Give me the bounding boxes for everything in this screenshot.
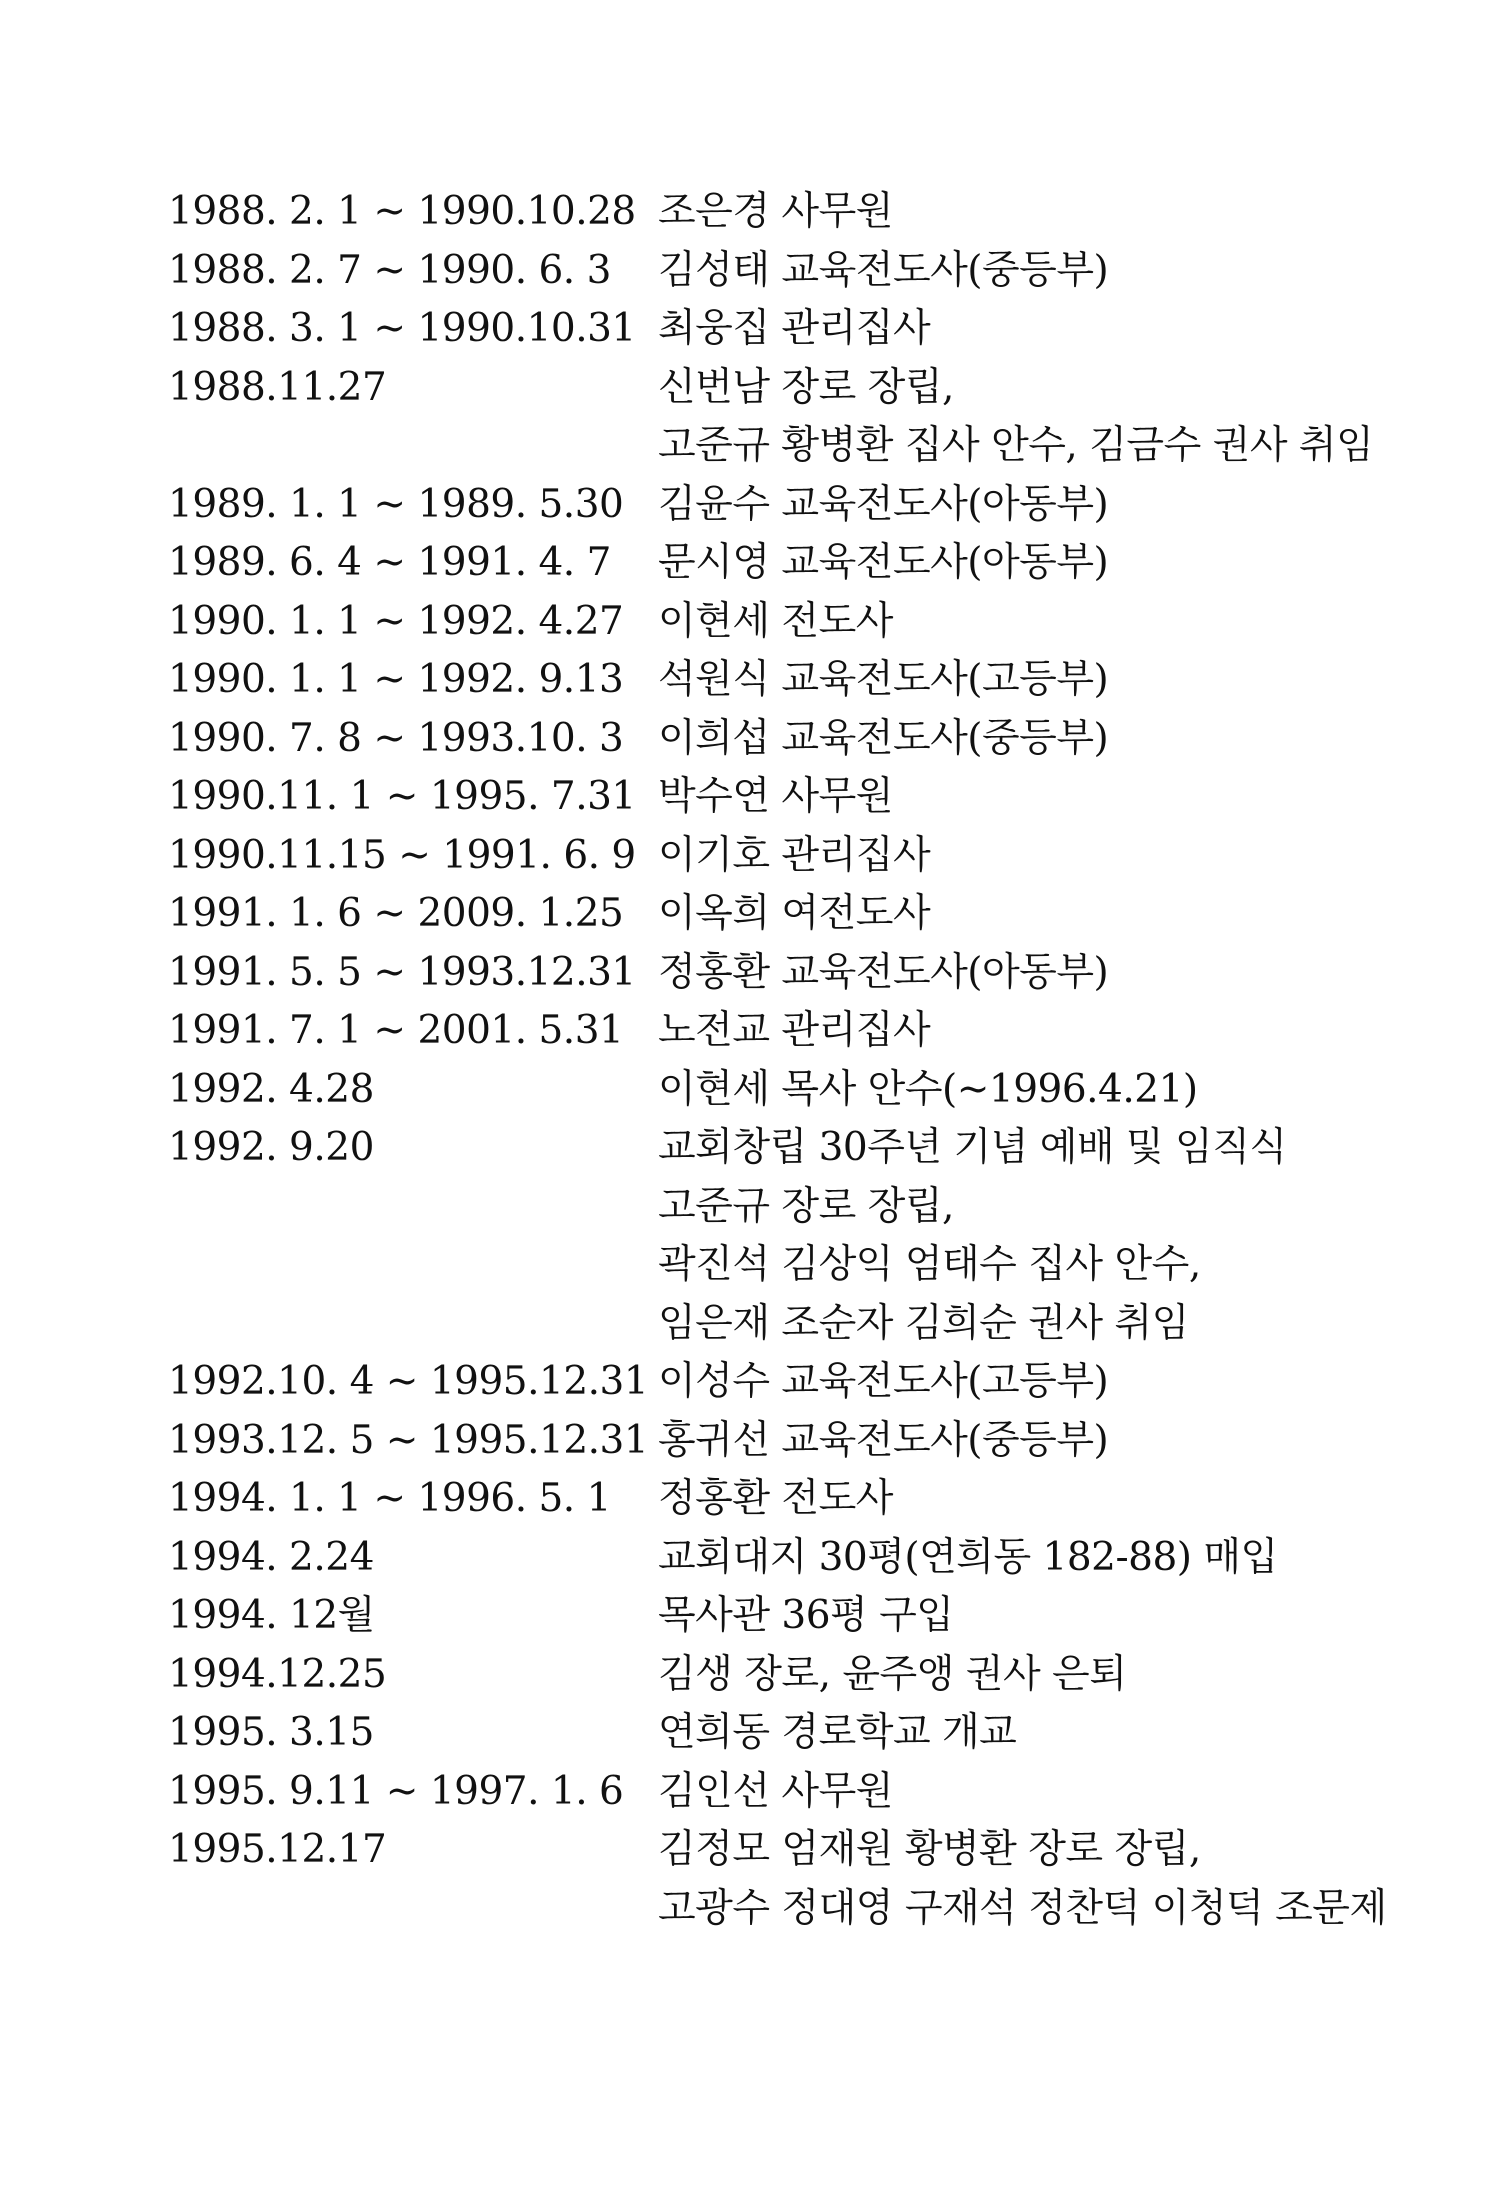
entry-date: 1992. 4.28	[168, 1066, 374, 1112]
timeline-entry	[168, 1704, 1348, 1763]
entry-description-line: 조은경 사무원	[658, 189, 893, 234]
entry-description-line: 이기호 관리집사	[658, 832, 931, 878]
timeline-entry	[168, 768, 1348, 827]
entry-description	[658, 476, 1348, 535]
entry-description	[658, 1646, 1348, 1705]
entry-description-line: 박수연 사무원	[658, 774, 893, 819]
entry-date: 1989. 6. 4 ~ 1991. 4. 7	[168, 540, 611, 585]
entry-date: 1995.12.17	[168, 1827, 387, 1872]
entry-description	[658, 827, 1348, 886]
timeline-entry	[168, 1353, 1348, 1412]
entry-description-line: 이옥희 여전도사	[658, 891, 931, 936]
entry-description-line: 홍귀선 교육전도사(중등부)	[658, 1417, 1109, 1463]
entry-description	[658, 768, 1348, 827]
timeline-entry	[168, 1529, 1348, 1588]
timeline-entry	[168, 827, 1348, 886]
entry-date: 1994. 12월	[168, 1593, 375, 1638]
entry-description	[658, 651, 1348, 710]
entry-description	[658, 1529, 1348, 1588]
entry-description	[658, 1061, 1348, 1120]
entry-date: 1991. 5. 5 ~ 1993.12.31	[168, 949, 636, 995]
timeline-entry	[168, 242, 1348, 301]
entry-date: 1994.12.25	[168, 1651, 387, 1697]
entry-date: 1990. 1. 1 ~ 1992. 4.27	[168, 598, 624, 644]
entry-date: 1990. 7. 8 ~ 1993.10. 3	[168, 715, 624, 761]
entry-description-line: 최웅집 관리집사	[658, 306, 931, 351]
entry-description	[658, 300, 1348, 359]
entry-date: 1994. 2.24	[168, 1534, 374, 1580]
entry-date: 1993.12. 5 ~ 1995.12.31	[168, 1417, 649, 1463]
entry-description-line: 정홍환 교육전도사(아동부)	[658, 949, 1109, 995]
entry-description-line: 문시영 교육전도사(아동부)	[658, 540, 1109, 585]
entry-description	[658, 1119, 1348, 1353]
history-timeline	[168, 183, 1387, 1938]
timeline-entry	[168, 651, 1348, 710]
entry-description-line: 김생 장로, 윤주앵 권사 은퇴	[658, 1651, 1127, 1697]
timeline-entry	[168, 1061, 1348, 1120]
entry-date: 1988. 3. 1 ~ 1990.10.31	[168, 306, 636, 351]
timeline-entry	[168, 476, 1348, 535]
entry-description	[658, 710, 1348, 769]
timeline-entry	[168, 1587, 1348, 1646]
entry-description	[658, 1353, 1348, 1412]
entry-date: 1992.10. 4 ~ 1995.12.31	[168, 1359, 649, 1404]
timeline-entry	[168, 1412, 1348, 1471]
entry-description	[658, 1002, 1348, 1061]
timeline-entry	[168, 1119, 1348, 1353]
entry-description	[658, 534, 1348, 593]
entry-description-line: 교회창립 30주년 기념 예배 및 임직식	[658, 1125, 1287, 1170]
entry-date: 1988. 2. 1 ~ 1990.10.28	[168, 189, 636, 234]
timeline-entry	[168, 359, 1374, 476]
entry-description-line: 교회대지 30평(연희동 182-88) 매입	[658, 1534, 1278, 1580]
timeline-entry	[168, 534, 1348, 593]
entry-date: 1989. 1. 1 ~ 1989. 5.30	[168, 481, 624, 527]
timeline-entry	[168, 183, 1348, 242]
entry-description-line: 정홍환 전도사	[658, 1476, 893, 1521]
entry-description-line: 고광수 정대영 구재석 정찬덕 이청덕 조문제	[658, 1885, 1387, 1931]
entry-description	[658, 242, 1348, 301]
entry-description	[658, 944, 1348, 1003]
timeline-entry	[168, 1470, 1348, 1529]
entry-description-line: 연희동 경로학교 개교	[658, 1710, 1017, 1755]
timeline-entry	[168, 1002, 1348, 1061]
entry-date: 1995. 9.11 ~ 1997. 1. 6	[168, 1768, 624, 1814]
entry-date: 1990.11. 1 ~ 1995. 7.31	[168, 774, 636, 819]
timeline-entry	[168, 885, 1348, 944]
entry-date: 1994. 1. 1 ~ 1996. 5. 1	[168, 1476, 611, 1521]
timeline-entry	[168, 944, 1348, 1003]
timeline-entry	[168, 1763, 1348, 1822]
entry-description	[658, 183, 1348, 242]
entry-description-line: 신번남 장로 장립,	[658, 364, 954, 410]
entry-description-line: 고준규 장로 장립,	[658, 1183, 954, 1229]
entry-description-line: 이성수 교육전도사(고등부)	[658, 1359, 1109, 1404]
timeline-entry	[168, 1821, 1387, 1938]
entry-description	[658, 1412, 1348, 1471]
entry-description	[658, 1704, 1348, 1763]
entry-description	[658, 1821, 1387, 1938]
entry-date: 1990.11.15 ~ 1991. 6. 9	[168, 832, 636, 878]
entry-description	[658, 1587, 1348, 1646]
entry-description-line: 이현세 목사 안수(~1996.4.21)	[658, 1066, 1198, 1112]
entry-date: 1991. 1. 6 ~ 2009. 1.25	[168, 891, 624, 936]
entry-description-line: 석원식 교육전도사(고등부)	[658, 657, 1109, 702]
entry-description	[658, 1763, 1348, 1822]
entry-date: 1988.11.27	[168, 364, 387, 410]
entry-date: 1990. 1. 1 ~ 1992. 9.13	[168, 657, 624, 702]
entry-description	[658, 885, 1348, 944]
entry-description	[658, 593, 1348, 652]
entry-description-line: 김성태 교육전도사(중등부)	[658, 247, 1109, 293]
timeline-entry	[168, 1646, 1348, 1705]
entry-date: 1988. 2. 7 ~ 1990. 6. 3	[168, 247, 611, 293]
timeline-entry	[168, 710, 1348, 769]
entry-description	[658, 359, 1373, 476]
entry-description-line: 노전교 관리집사	[658, 1008, 931, 1053]
entry-date: 1992. 9.20	[168, 1125, 374, 1170]
entry-description-line: 김윤수 교육전도사(아동부)	[658, 481, 1109, 527]
entry-description-line: 목사관 36평 구입	[658, 1593, 954, 1638]
entry-description-line: 임은재 조순자 김희순 권사 취임	[658, 1300, 1189, 1346]
entry-description-line: 이현세 전도사	[658, 598, 893, 644]
entry-description-line: 김인선 사무원	[658, 1768, 893, 1814]
entry-description-line: 김정모 엄재원 황병환 장로 장립,	[658, 1827, 1201, 1872]
entry-description-line: 곽진석 김상익 엄태수 집사 안수,	[658, 1242, 1201, 1287]
entry-date: 1995. 3.15	[168, 1710, 374, 1755]
entry-description-line: 이희섭 교육전도사(중등부)	[658, 715, 1109, 761]
timeline-entry	[168, 300, 1348, 359]
entry-date: 1991. 7. 1 ~ 2001. 5.31	[168, 1008, 624, 1053]
entry-description	[658, 1470, 1348, 1529]
timeline-entry	[168, 593, 1348, 652]
entry-description-line: 고준규 황병환 집사 안수, 김금수 권사 취임	[658, 423, 1374, 468]
